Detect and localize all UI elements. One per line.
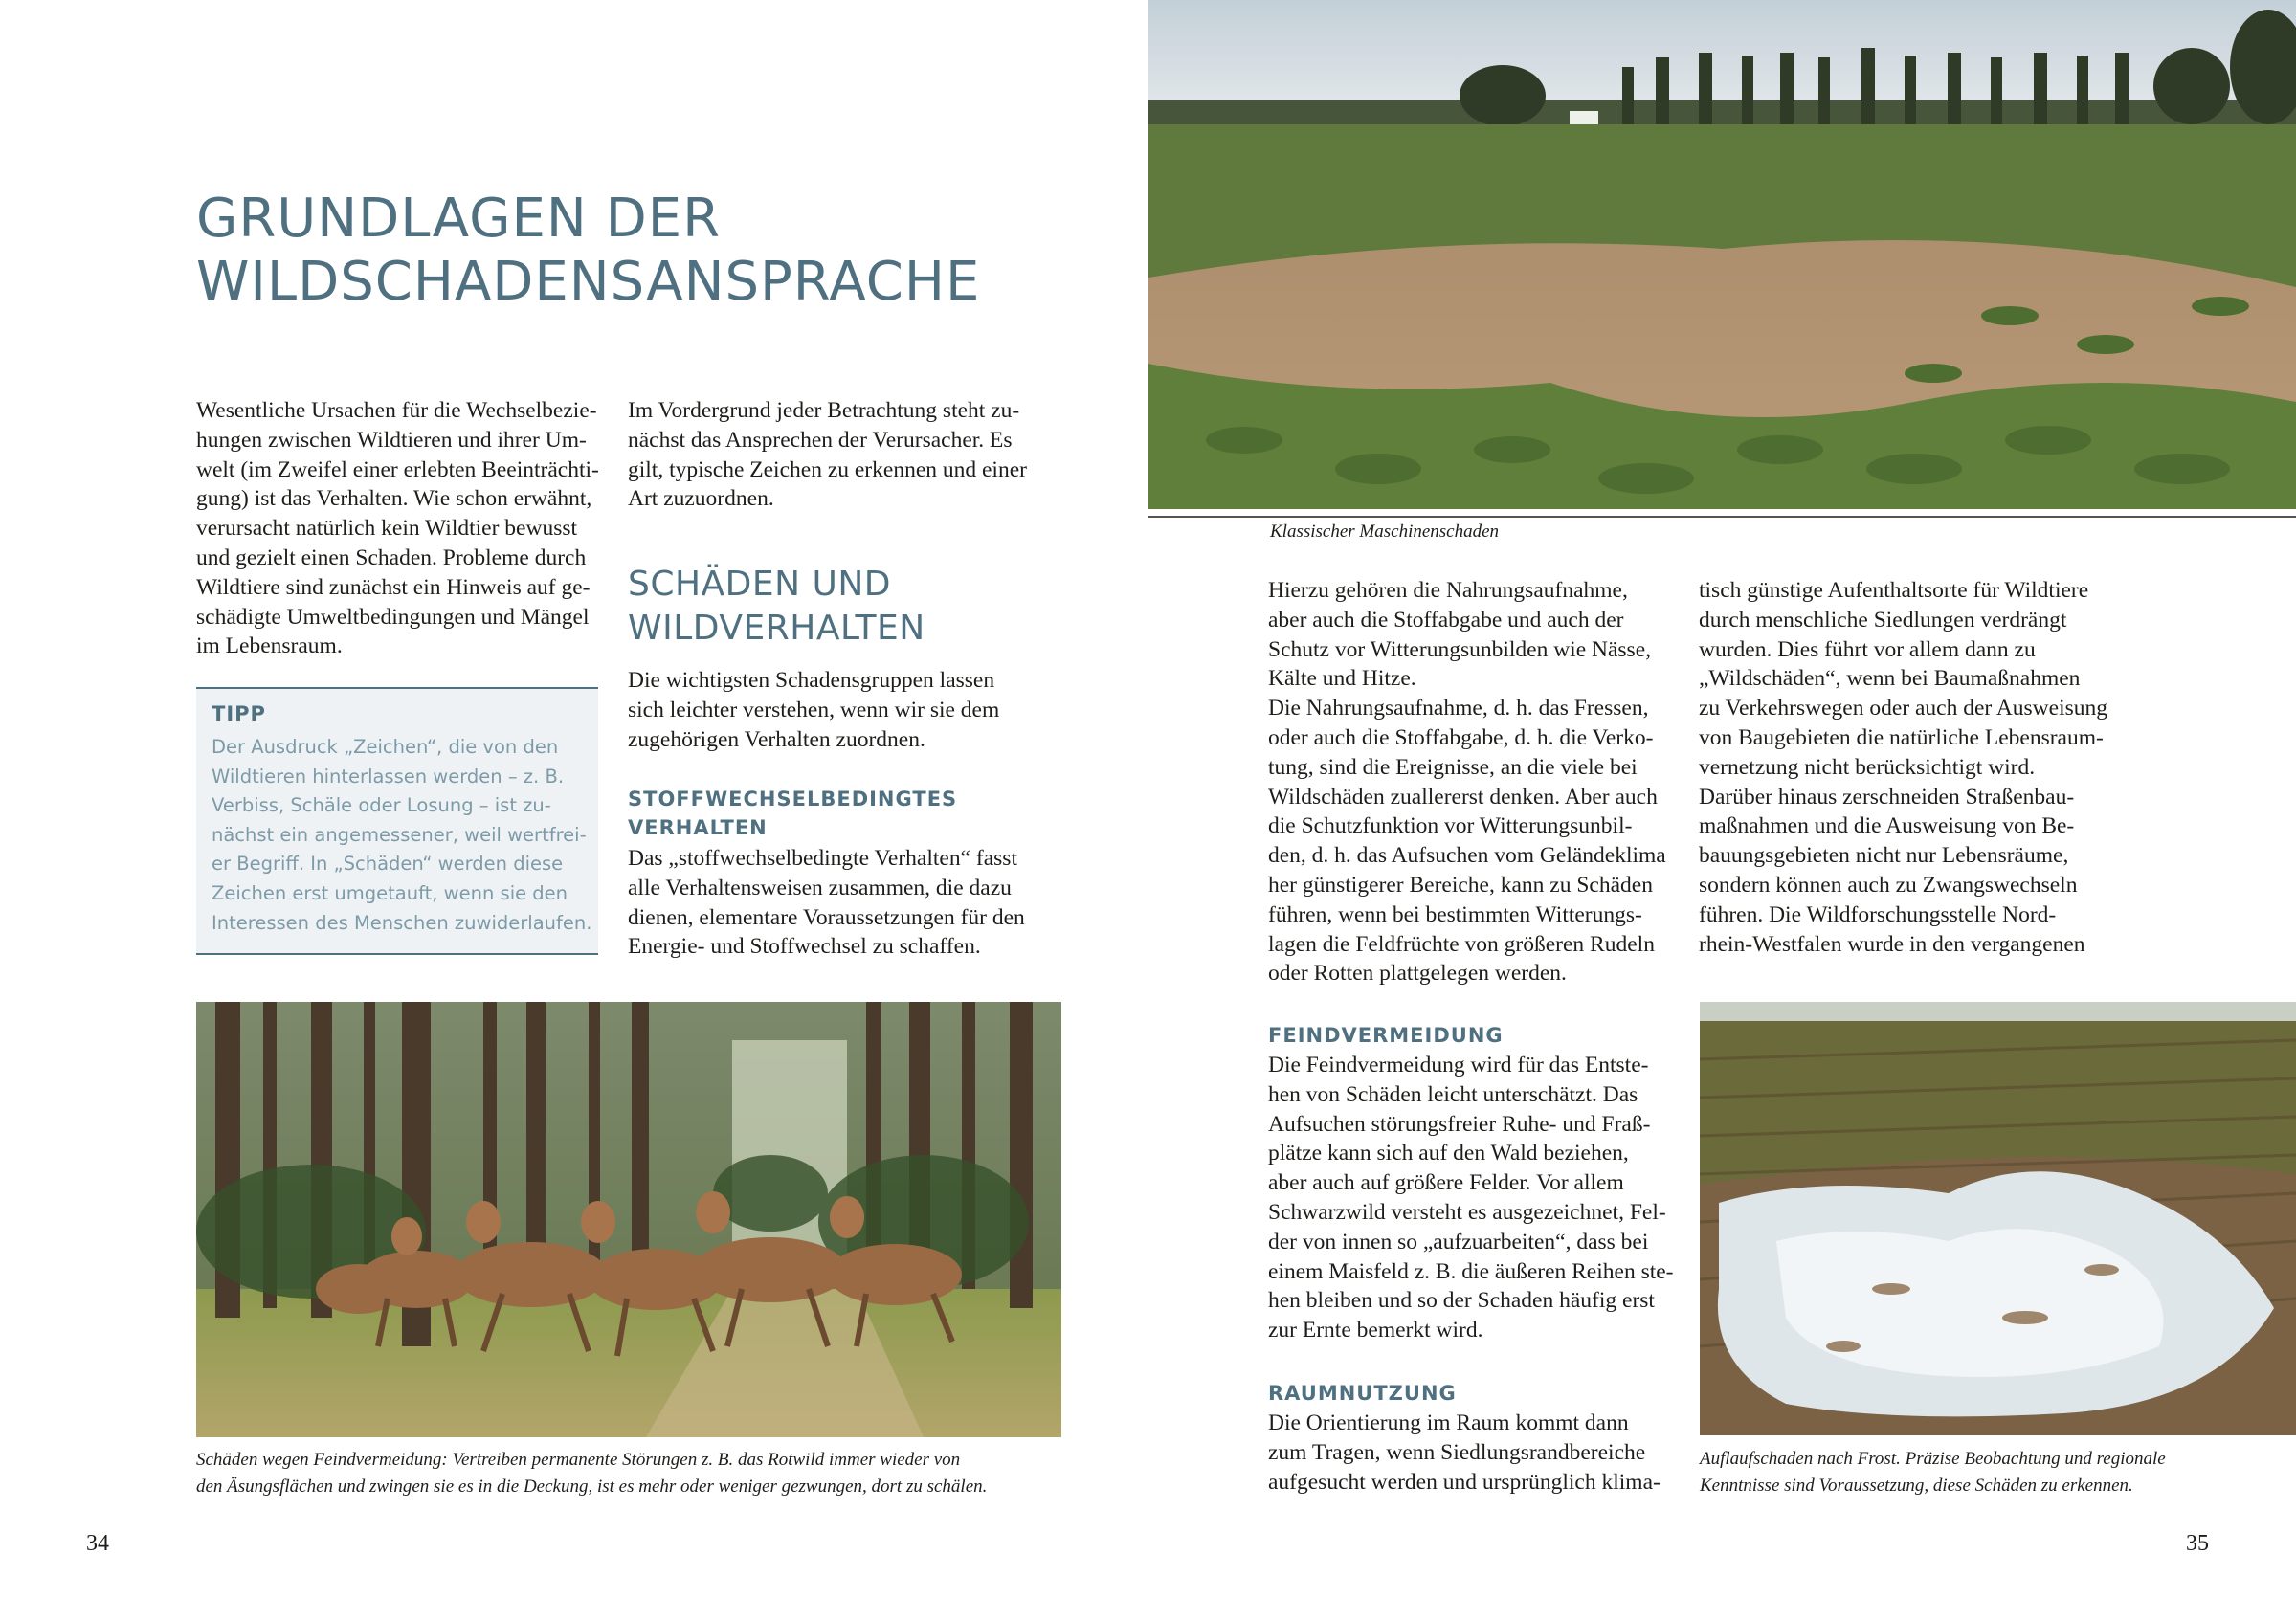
text-line: hungen zwischen Wildtieren und ihrer Um-	[196, 427, 587, 453]
heading-line: VERHALTEN	[628, 816, 768, 839]
text-line: gung) ist das Verhalten. Wie schon erwähnt,	[196, 486, 592, 512]
tip-line: er Begriff. In „Schäden“ werden diese	[212, 853, 564, 876]
right-page	[1148, 0, 2296, 1621]
text-line: die Schutzfunktion vor Witterungsunbil-	[1268, 813, 1633, 839]
caption-line: Auflaufschaden nach Frost. Präzise Beobachtung und regionale	[1700, 1449, 2166, 1469]
caption-line: Schäden wegen Feindvermeidung: Vertreiben permanente Störungen z. B. das Rotwild immer wieder von	[196, 1450, 961, 1470]
heading-line: SCHÄDEN UND	[628, 565, 892, 604]
text-line: hen bleiben und so der Schaden häufig erst	[1268, 1288, 1655, 1314]
text-line: Wildtiere sind zunächst ein Hinweis auf ge-	[196, 574, 591, 600]
text-line: gilt, typische Zeichen zu erkennen und einer	[628, 456, 1027, 482]
text-line: verursacht natürlich kein Wildtier bewusst	[196, 516, 578, 542]
frost-field-photo	[1700, 1002, 2296, 1435]
text-line: zugehörigen Verhalten zuordnen.	[628, 726, 925, 752]
text-line: bauungsgebieten nicht nur Lebensräume,	[1699, 843, 2069, 869]
caption-line: Kenntnisse sind Voraussetzung, diese Schäden zu erkennen.	[1700, 1476, 2133, 1496]
tip-line: Der Ausdruck „Zeichen“, die von den	[212, 736, 559, 758]
deer-forest-photo	[196, 1002, 1061, 1437]
text-line: Art zuzuordnen.	[628, 486, 774, 512]
text-line: Aufsuchen störungsfreier Ruhe- und Fraß-	[1268, 1111, 1651, 1137]
text-line: der von innen so „aufzuarbeiten“, dass bei	[1268, 1229, 1649, 1255]
text-line: plätze kann sich auf den Wald beziehen,	[1268, 1141, 1629, 1166]
tip-text	[212, 733, 591, 938]
page-number-left: 34	[86, 1531, 109, 1556]
text-line: aufgesucht werden und ursprünglich klima-	[1268, 1469, 1661, 1495]
heading-line: STOFFWECHSELBEDINGTES	[628, 788, 958, 810]
text-line: tung, sind die Ereignisse, an die viele bei	[1268, 754, 1638, 780]
section-heading	[628, 563, 925, 651]
text-line: tisch günstige Aufenthaltsorte für Wildtiere	[1699, 578, 2089, 603]
text-line: wurden. Dies führt vor allem dann zu	[1699, 636, 2036, 662]
text-line: zur Ernte bemerkt wird.	[1268, 1318, 1483, 1343]
text-line: vernetzung nicht berücksichtigt wird.	[1699, 754, 2036, 780]
text-line: von Baugebieten die natürliche Lebensraum-	[1699, 724, 2104, 750]
tip-line: Wildtieren hinterlassen werden – z. B.	[212, 765, 565, 788]
text-line: oder auch die Stoffabgabe, d. h. die Verko-	[1268, 724, 1654, 750]
heading-raumnutzung: RAUMNUTZUNG	[1268, 1382, 1457, 1405]
text-line: Die Nahrungsaufnahme, d. h. das Fressen,	[1268, 696, 1649, 722]
caption-line: den Äsungsflächen und zwingen sie es in die Deckung, ist es mehr oder weniger gezwungen, dort zu schälen.	[196, 1477, 988, 1497]
frost-photo-caption	[1700, 1446, 2166, 1499]
text-line: zu Verkehrswegen oder auch der Ausweisung	[1699, 696, 2108, 722]
text-line: den, d. h. das Aufsuchen vom Geländeklima	[1268, 843, 1666, 869]
text-line: führen. Die Wildforschungsstelle Nord-	[1699, 901, 2057, 927]
text-line: alle Verhaltensweisen zusammen, die dazu	[628, 875, 1012, 900]
text-line: Im Vordergrund jeder Betrachtung steht zu-	[628, 398, 1020, 423]
text-line: Wesentliche Ursachen für die Wechselbezie-	[196, 398, 597, 423]
caption-rule	[1148, 516, 2296, 518]
tip-line: Zeichen erst umgetauft, wenn sie den	[212, 881, 568, 904]
heading-feindvermeidung: FEINDVERMEIDUNG	[1268, 1024, 1504, 1047]
text-line: lagen die Feldfrüchte von größeren Rudeln	[1268, 931, 1655, 957]
text-line: durch menschliche Siedlungen verdrängt	[1699, 607, 2067, 633]
text-line: führen, wenn bei bestimmten Witterungs-	[1268, 901, 1642, 927]
text-line: maßnahmen und die Ausweisung von Be-	[1699, 813, 2075, 839]
tip-box	[196, 687, 598, 955]
text-line: Das „stoffwechselbedingte Verhalten“ fasst	[628, 846, 1017, 871]
text-line: dienen, elementare Voraussetzungen für den	[628, 904, 1025, 930]
page-number-right: 35	[2186, 1531, 2209, 1556]
text-line: Energie- und Stoffwechsel zu schaffen.	[628, 934, 981, 960]
text-line: Darüber hinaus zerschneiden Straßenbau-	[1699, 784, 2075, 810]
tip-line: nächst ein angemessener, weil wertfrei-	[212, 823, 587, 846]
text-line: zum Tragen, wenn Siedlungsrandbereiche	[1268, 1439, 1646, 1465]
text-line: „Wildschäden“, wenn bei Baumaßnahmen	[1699, 666, 2081, 692]
text-line: nächst das Ansprechen der Verursacher. Es	[628, 427, 1013, 453]
text-line: sich leichter verstehen, wenn wir sie dem	[628, 697, 1000, 722]
subheading-stoffwechsel	[628, 785, 957, 842]
text-line: rhein-Westfalen wurde in den vergangenen	[1699, 931, 2085, 957]
text-line: Die Orientierung im Raum kommt dann	[1268, 1410, 1629, 1435]
column-two-paragraph	[1699, 576, 2107, 959]
intro-paragraph	[196, 396, 599, 661]
text-line: sondern können auch zu Zwangswechseln	[1699, 872, 2078, 898]
page-title	[196, 188, 980, 314]
text-line: oder Rotten plattgelegen werden.	[1268, 961, 1567, 987]
stoffwechsel-paragraph	[628, 844, 1025, 962]
field-photo	[1148, 0, 2296, 509]
text-line: aber auch auf größere Felder. Vor allem	[1268, 1170, 1624, 1196]
deer-photo-caption	[196, 1447, 987, 1500]
section-intro	[628, 666, 999, 754]
text-line: her günstigerer Bereiche, kann zu Schäden	[1268, 872, 1653, 898]
text-line: Die Feindvermeidung wird für das Entste-	[1268, 1053, 1649, 1077]
column-one-paragraph	[1268, 576, 1666, 988]
text-line: aber auch die Stoffabgabe und auch der	[1268, 607, 1624, 633]
column-two-intro	[628, 396, 1027, 514]
text-line: welt (im Zweifel einer erlebten Beeinträchti-	[196, 456, 599, 482]
text-line: Schutz vor Witterungsunbilden wie Nässe,	[1268, 636, 1652, 662]
text-line: im Lebensraum.	[196, 633, 343, 659]
text-line: Die wichtigsten Schadensgruppen lassen	[628, 668, 995, 693]
heading-line: WILDVERHALTEN	[628, 609, 925, 648]
text-line: hen von Schäden leicht unterschätzt. Das	[1268, 1081, 1638, 1107]
text-line: schädigte Umweltbedingungen und Mängel	[196, 604, 590, 630]
raumnutzung-paragraph	[1268, 1409, 1661, 1497]
tip-label: TIPP	[212, 702, 266, 725]
tip-line: Verbiss, Schäle oder Losung – ist zu-	[212, 794, 551, 817]
title-line: GRUNDLAGEN DER	[196, 188, 721, 250]
text-line: Schwarzwild versteht es ausgezeichnet, Fel-	[1268, 1199, 1666, 1225]
text-line: Wildschäden zuallererst denken. Aber auch	[1268, 784, 1658, 810]
tip-line: Interessen des Menschen zuwiderlaufen.	[212, 911, 592, 934]
text-line: und gezielt einen Schaden. Probleme durch	[196, 544, 587, 570]
text-line: einem Maisfeld z. B. die äußeren Reihen ste-	[1268, 1258, 1674, 1284]
title-line: WILDSCHADENSANSPRACHE	[196, 251, 981, 313]
field-photo-caption: Klassischer Maschinenschaden	[1270, 522, 1500, 542]
text-line: Hierzu gehören die Nahrungsaufnahme,	[1268, 578, 1628, 603]
feindvermeidung-paragraph	[1268, 1051, 1674, 1345]
text-line: Kälte und Hitze.	[1268, 666, 1416, 692]
